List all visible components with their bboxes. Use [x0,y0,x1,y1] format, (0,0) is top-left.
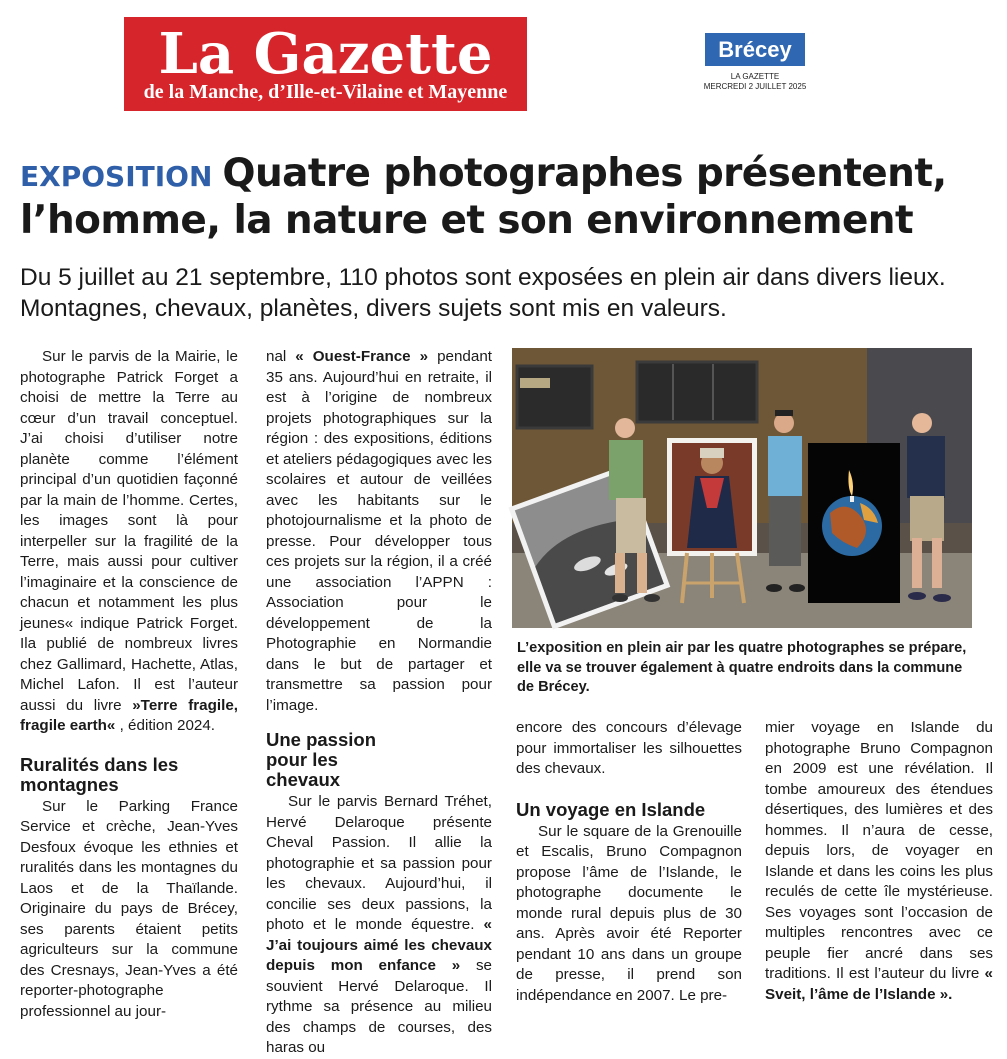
paragraph [266,347,492,716]
paragraph-text: pendant 35 ans. Aujourd’hui en retraite, il est à l’origine de nombreux projets photographiques sur la région : des expositions, éditions et ateliers pédagogiques avec les scolaires et autour de veillées avec les habitants sur le photojournalisme et la photo de presse. Pour développer tous ces projets sur la région, il a créé une association l’APPN : Association pour le développement de la Photographie en Normandie dans le but de partager et transmettre sa passion pour l’image. [266,348,492,714]
paragraph [20,347,238,737]
town-badge: Brécey [705,33,805,66]
paragraph-text: , édition 2024. [115,717,216,734]
column-4 [765,718,993,1005]
photo-caption: L’exposition en plein air par les quatre photographes se prépare, elle va se trouver également à quatre endroits dans la commune de Brécey. [517,640,967,695]
publication-date: MERCREDI 2 JUILLET 2025 [703,82,807,91]
photo-illustration [512,348,972,628]
subheading-ruralites: Ruralités dans les montagnes [20,753,179,795]
article-photo [512,348,972,628]
paragraph-text: Sur le parvis de la Mairie, le photographe Patrick Forget a choisi de mettre la Terre au cœur d’un travail conceptuel. J’ai choisi d’utiliser notre planète comme l’élément principal d’un quotidien façonné par la main de l’homme. Certes, les images sont là pour interpeller sur la fragilité de la Terre, mais aussi pour cultiver l’imaginaire et la conscience de chacun et notamment les plus jeunes« indique Patrick Forget. Ila publié de nombreux livres chez Gallimard, Hachette, Atlas, Michel Lafon. Il est l’auteur aussi du livre [20,348,238,714]
column-1 [20,347,238,1022]
masthead-subtitle: de la Manche, d’Ille-et-Vilaine et Mayenne [143,81,508,103]
paragraph-text: mier voyage en Islande du photographe Bruno Compagnon en 2009 est une révélation. Il tombe amoureux des étendues désertiques, des lumières et des hommes. Il n’aura de cesse, depuis lors, de voyager en Islande et dans les coins les plus reculés de cette île mystérieuse. Ses voyages sont l’occasion de multiples rencontres avec ce peuple fier ancré dans ses traditions. Il est l’auteur du livre [765,719,993,982]
newspaper-name: « Ouest-France » [295,348,429,365]
paragraph-text: nal [266,348,296,365]
column-2 [266,347,492,1059]
book-title: « Sveit, l’âme de l’Islande ». [765,965,993,1003]
paragraph: Sur le Parking France Service et crèche, Jean-Yves Desfoux évoque les ethnies et ruralités dans les montagnes du Laos et de la Thaïlande. Originaire du pays de Brécey, ses parents étaient petits agriculteurs sur la commune des Cresnays, Jean-Yves a été reporter-photographe professionnel au jour- [20,797,238,1020]
subheading-islande: Un voyage en Islande [516,798,706,820]
paragraph [266,792,492,1059]
quote: « J’ai toujours aimé les chevaux depuis mon enfance » [266,916,492,974]
headline-text: Quatre photographes présentent, l’homme, la nature et son environnement [20,151,947,243]
paragraph: Sur le square de la Grenouille et Escalis, Bruno Compagnon propose l’âme de l’Islande, le photographe documente le monde rural depuis plus de 30 ans. Après avoir été Reporter pendant 10 ans dans un groupe de presse, il prend son indépendance en 2007. Le pre- [516,822,742,1004]
book-title: »Terre fragile, fragile earth« [20,696,238,734]
paragraph-text: se souvient Hervé Delaroque. Il rythme sa présence au milieu des champs de courses, des haras ou [266,957,492,1056]
article-kicker: EXPOSITION [20,160,213,193]
paragraph: encore des concours d’élevage pour immortaliser les silhouettes des chevaux. [516,719,742,777]
subheading-passion: Une passion pour les chevaux [266,729,376,790]
publication-name: LA GAZETTE [730,72,780,81]
article-standfirst: Du 5 juillet au 21 septembre, 110 photos sont exposées en plein air dans divers lieux. Montagnes, chevaux, planètes, divers sujets sont mis en valeurs. [20,264,946,322]
column-3 [516,718,742,1006]
masthead-logo [124,17,527,111]
masthead-name: La Gazette [158,21,493,87]
article-headline [20,152,995,243]
paragraph-text: Sur le parvis Bernard Tréhet, Hervé Delaroque présente Cheval Passion. Il allie la photographie et sa passion pour les chevaux. Aujourd’hui, il concilie ses deux passions, la photo et le monde équestre. [266,793,492,933]
paragraph [765,718,993,1005]
publication-info [680,72,830,92]
